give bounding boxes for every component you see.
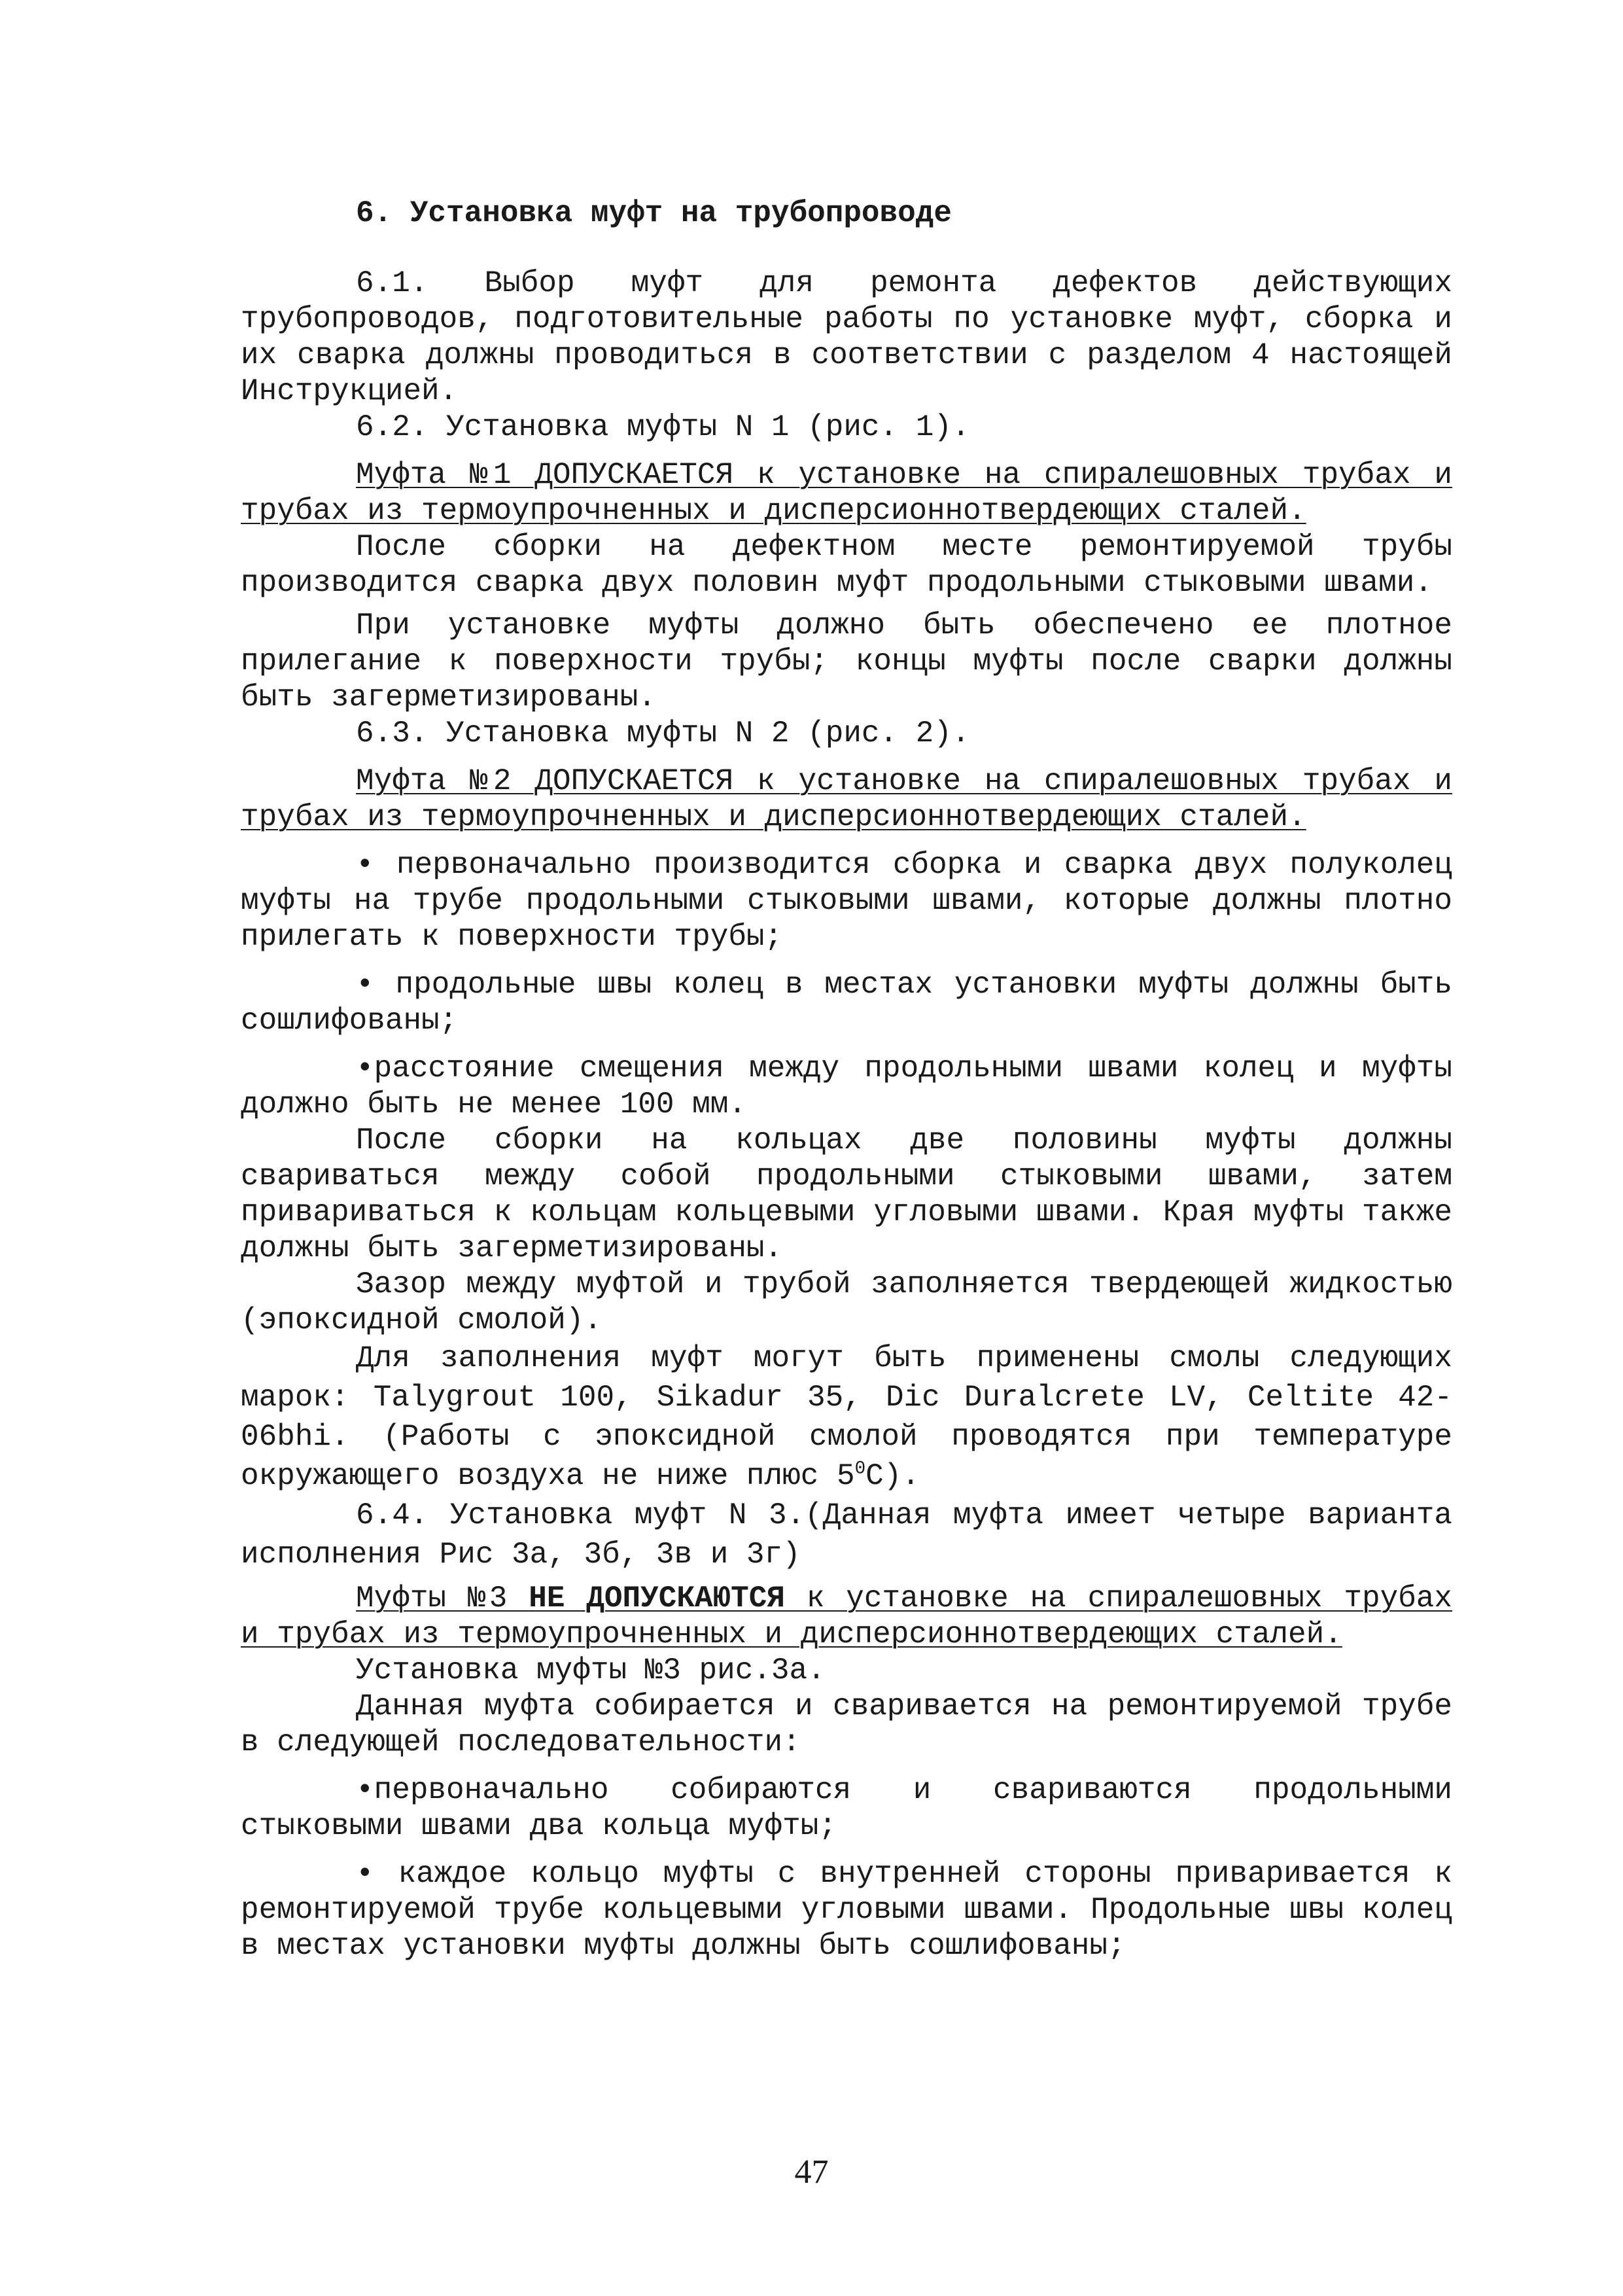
list-item-two-rings: •первоначально собираются и свариваются продольными стыковыми швами два кольца муфты; xyxy=(241,1773,1452,1843)
not-allowed-emphasis: НЕ ДОПУСКАЮТСЯ xyxy=(529,1581,785,1616)
paragraph-resins xyxy=(241,1339,1452,1496)
list-item-ring-welding: • каждое кольцо муфты с внутренней стороны приваривается к ремонтируемой трубе кольцевыми угловыми швами. Продольные швы колец в местах установки муфты должны быть сошлифованы; xyxy=(241,1857,1452,1963)
coupling-3-rest: к установке на спиралешовных трубах и трубах из термоупрочненных и дисперсионнотвердеющих сталей. xyxy=(241,1581,1452,1651)
list-item-seams-ground: • продольные швы колец в местах установки муфты должны быть сошлифованы; xyxy=(241,968,1452,1038)
section-heading: 6. Установка муфт на трубопроводе xyxy=(356,196,952,230)
list-item-offset-distance: •расстояние смещения между продольными швами колец и муфты должно быть не менее 100 мм. xyxy=(241,1051,1452,1122)
paragraph-coupling-1-fit: При установке муфты должно быть обеспечено ее плотное прилегание к поверхности трубы; концы муфты после сварки должны быть загерметизированы. xyxy=(241,609,1452,715)
paragraph-coupling-2-welding: После сборки на кольцах две половины муфты должны свариваться между собой продольными стыковыми швами, затем привариваться к кольцам кольцевыми угловыми швами. Края муфты также должны быть загерметизированы. xyxy=(241,1123,1452,1265)
paragraph-coupling-3-not-allowed xyxy=(241,1581,1452,1653)
coupling-3-label: Муфты №3 xyxy=(356,1581,529,1616)
paragraph-gap-filling: Зазор между муфтой и трубой заполняется твердеющей жидкостью (эпоксидной смолой). xyxy=(241,1267,1452,1337)
paragraph-coupling-2-allowed: Муфта №2 ДОПУСКАЕТСЯ к установке на спиралешовных трубах и трубах из термоупрочненных и дисперсионнотвердеющих сталей. xyxy=(241,764,1452,834)
page-number: 47 xyxy=(794,2153,829,2191)
resins-text-end: С). xyxy=(865,1459,920,1493)
paragraph-6-3: 6.3. Установка муфты N 2 (рис. 2). xyxy=(356,716,970,751)
paragraph-6-1: 6.1. Выбор муфт для ремонта дефектов действующих трубопроводов, подготовительные работы по установке муфт, сборка и их сварка должны проводиться в соответствии с разделом 4 настоящей Инструкцией. xyxy=(241,266,1452,408)
paragraph-coupling-3a-sequence: Данная муфта собирается и сваривается на ремонтируемой трубе в следующей последовательности: xyxy=(241,1689,1452,1759)
paragraph-6-4: 6.4. Установка муфт N 3.(Данная муфта имеет четыре варианта исполнения Рис 3а, 3б, 3в и 3г) xyxy=(241,1498,1452,1572)
paragraph-coupling-1-welding: После сборки на дефектном месте ремонтируемой трубы производится сварка двух половин муфт продольными стыковыми швами. xyxy=(241,530,1452,600)
body-text xyxy=(241,266,1452,1964)
resins-text: Для заполнения муфт могут быть применены смолы следующих марок: Talygrout 100, Sikadur 35, Dic Duralcrete LV, Celtite 42-06bhi. (Работы с эпоксидной смолой проводятся при температуре окружающего воздуха не ниже плюс 5 xyxy=(241,1341,1452,1493)
degree-superscript: 0 xyxy=(854,1458,866,1479)
paragraph-coupling-3a-title: Установка муфты №3 рис.3а. xyxy=(356,1653,826,1687)
paragraph-coupling-1-allowed: Муфта №1 ДОПУСКАЕТСЯ к установке на спиралешовных трубах и трубах из термоупрочненных и дисперсионнотвердеющих сталей. xyxy=(241,458,1452,528)
paragraph-6-2: 6.2. Установка муфты N 1 (рис. 1). xyxy=(356,410,970,444)
list-item-half-rings: • первоначально производится сборка и сварка двух полуколец муфты на трубе продольными стыковыми швами, которые должны плотно прилегать к поверхности трубы; xyxy=(241,848,1452,954)
